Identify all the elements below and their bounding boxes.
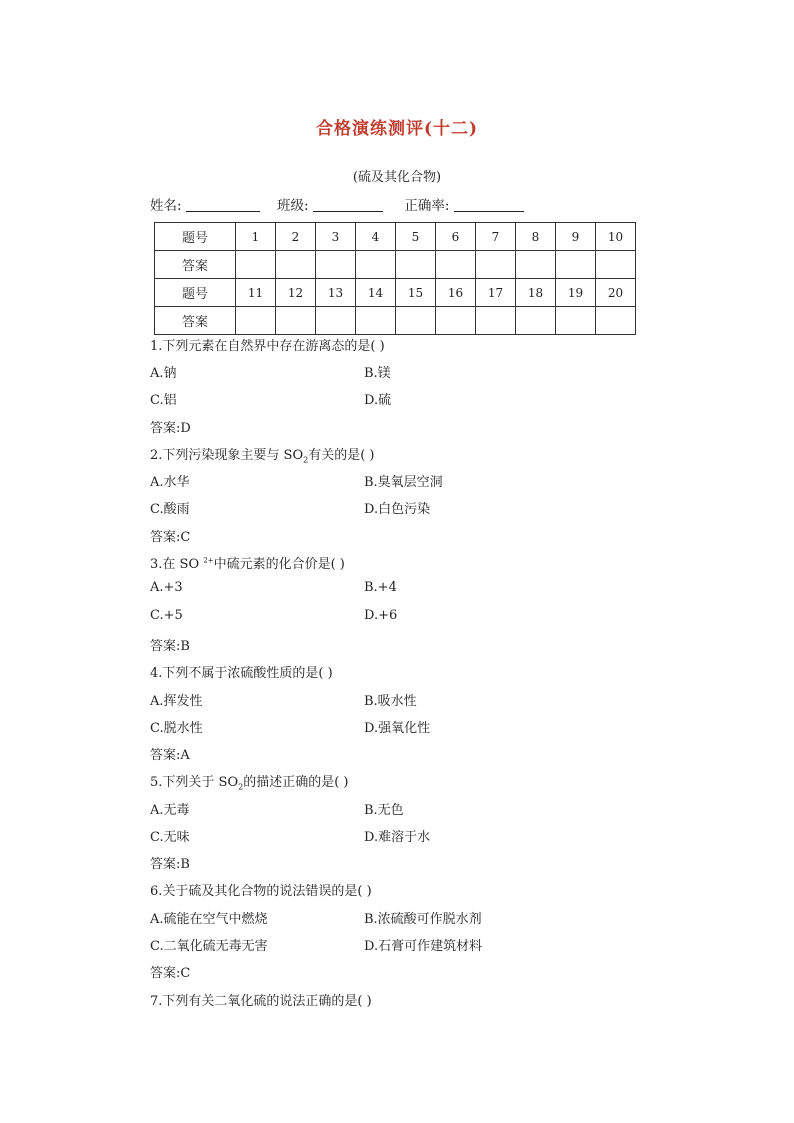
question-number: 17 [476, 279, 516, 307]
answer-cell[interactable] [236, 251, 276, 279]
stem-text: 2.下列污染现象主要与 SO [150, 448, 304, 463]
answer-cell[interactable] [316, 307, 356, 335]
stem-text: 有关的是( ) [308, 448, 375, 463]
page-subtitle: (硫及其化合物) [352, 170, 442, 185]
question-number: 16 [436, 279, 476, 307]
answer-line: 答案:C [150, 966, 191, 981]
question-number: 10 [596, 223, 636, 251]
number-row-1 [155, 223, 636, 251]
answer-cell[interactable] [276, 251, 316, 279]
accuracy-label: 正确率: [404, 198, 450, 214]
question-number: 2 [276, 223, 316, 251]
answer-row-1 [155, 251, 636, 279]
stem-text: 中硫元素的化合价是( ) [213, 557, 345, 572]
option-b: B.浓硫酸可作脱水剂 [364, 912, 482, 927]
question-number: 9 [556, 223, 596, 251]
question-number: 14 [356, 279, 396, 307]
answer-cell[interactable] [356, 251, 396, 279]
question-stem: 1.下列元素在自然界中存在游离态的是( ) [150, 339, 385, 354]
answer-cell[interactable] [476, 251, 516, 279]
option-c: C.酸雨 [150, 502, 190, 517]
class-field[interactable] [313, 211, 383, 212]
option-c: C.无味 [150, 830, 190, 845]
row-label: 答案 [155, 307, 236, 335]
answer-cell[interactable] [436, 251, 476, 279]
option-a: A.+3 [150, 580, 183, 595]
question-stem: 7.下列有关二氧化硫的说法正确的是( ) [150, 994, 372, 1009]
answer-grid [154, 222, 636, 335]
question-number: 4 [356, 223, 396, 251]
row-label: 题号 [155, 279, 236, 307]
question-stem [150, 771, 348, 792]
option-d: D.白色污染 [364, 502, 431, 517]
option-d: D.石膏可作建筑材料 [364, 939, 483, 954]
question-number: 1 [236, 223, 276, 251]
question-number: 13 [316, 279, 356, 307]
option-a: A.水华 [150, 475, 190, 490]
answer-cell[interactable] [516, 251, 556, 279]
row-label: 题号 [155, 223, 236, 251]
page-title: 合格演练测评(十二) [315, 119, 479, 139]
question-number: 18 [516, 279, 556, 307]
name-label: 姓名: [150, 198, 182, 214]
answer-cell[interactable] [596, 251, 636, 279]
option-d: D.强氧化性 [364, 721, 431, 736]
class-label: 班级: [277, 198, 309, 214]
option-b: B.吸水性 [364, 694, 417, 709]
option-d: D.难溶于水 [364, 830, 431, 845]
student-info-line [150, 194, 524, 214]
option-d: D.硫 [364, 393, 392, 408]
answer-cell[interactable] [436, 307, 476, 335]
option-c: C.二氧化硫无毒无害 [150, 939, 268, 954]
answer-cell[interactable] [396, 307, 436, 335]
question-number: 3 [316, 223, 356, 251]
answer-cell[interactable] [316, 251, 356, 279]
question-number: 8 [516, 223, 556, 251]
superscript: 2+ [203, 556, 214, 565]
option-a: A.挥发性 [150, 694, 203, 709]
question-number: 19 [556, 279, 596, 307]
answer-cell[interactable] [236, 307, 276, 335]
answer-row-2 [155, 307, 636, 335]
question-number: 7 [476, 223, 516, 251]
answer-line: 答案:D [150, 421, 191, 436]
accuracy-field[interactable] [454, 211, 524, 212]
option-b: B.镁 [364, 366, 391, 381]
stem-text: 3.在 SO [150, 557, 204, 572]
question-number: 12 [276, 279, 316, 307]
answer-cell[interactable] [516, 307, 556, 335]
answer-line: 答案:B [150, 639, 190, 654]
stem-text: 5.下列关于 SO [150, 775, 239, 790]
answer-line: 答案:A [150, 748, 190, 763]
stem-text: 的描述正确的是( ) [243, 775, 349, 790]
option-c: C.铝 [150, 393, 177, 408]
answer-cell[interactable] [396, 251, 436, 279]
question-number: 20 [596, 279, 636, 307]
answer-cell[interactable] [356, 307, 396, 335]
option-b: B.臭氧层空洞 [364, 475, 443, 490]
option-d: D.+6 [364, 608, 398, 623]
option-b: B.+4 [364, 580, 397, 595]
question-stem: 4.下列不属于浓硫酸性质的是( ) [150, 666, 333, 681]
option-c: C.+5 [150, 608, 183, 623]
answer-cell[interactable] [276, 307, 316, 335]
question-number: 15 [396, 279, 436, 307]
question-number: 6 [436, 223, 476, 251]
question-stem [150, 444, 374, 465]
option-a: A.钠 [150, 366, 177, 381]
subscript: 2 [303, 455, 309, 465]
row-label: 答案 [155, 251, 236, 279]
subscript: 2 [238, 782, 244, 792]
name-field[interactable] [186, 211, 260, 212]
question-stem [150, 553, 345, 572]
answer-cell[interactable] [476, 307, 516, 335]
option-a: A.无毒 [150, 803, 190, 818]
answer-cell[interactable] [556, 307, 596, 335]
answer-cell[interactable] [596, 307, 636, 335]
option-b: B.无色 [364, 803, 404, 818]
question-stem: 6.关于硫及其化合物的说法错误的是( ) [150, 884, 372, 899]
question-number: 5 [396, 223, 436, 251]
answer-line: 答案:C [150, 530, 191, 545]
question-number: 11 [236, 279, 276, 307]
option-a: A.硫能在空气中燃烧 [150, 912, 268, 927]
answer-cell[interactable] [556, 251, 596, 279]
answer-line: 答案:B [150, 857, 190, 872]
number-row-2 [155, 279, 636, 307]
option-c: C.脱水性 [150, 721, 203, 736]
